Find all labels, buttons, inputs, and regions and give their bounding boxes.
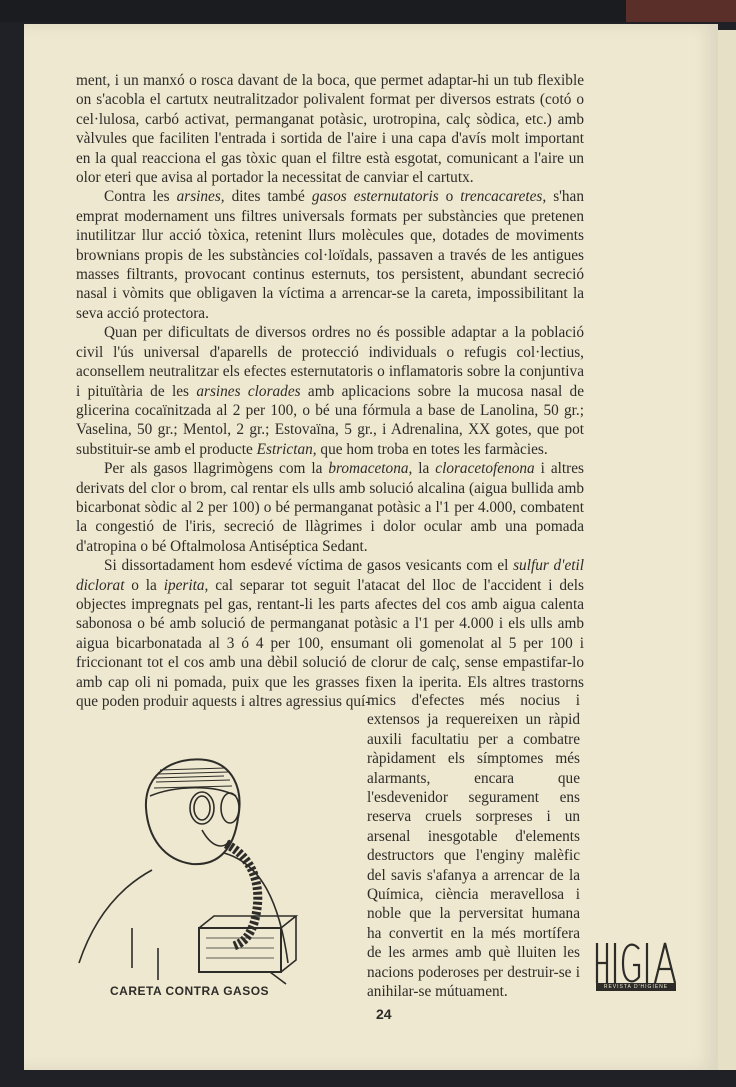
text-run: o la xyxy=(124,576,164,594)
cover-band xyxy=(626,0,736,22)
paragraph xyxy=(76,459,584,556)
paragraph xyxy=(76,187,584,323)
italic-term: sulfur d'etil diclorat xyxy=(76,557,584,594)
text-run: que hom troba en totes les farmàcies. xyxy=(316,440,548,458)
logo-subtitle: REVISTA D'HIGIENE xyxy=(596,983,676,991)
text-run: Si dissortadament hom esdevé víctima de gasos vesicants com el xyxy=(104,557,514,575)
paragraph xyxy=(76,71,584,187)
book-spine xyxy=(0,0,736,22)
paragraph xyxy=(76,323,584,459)
italic-term: bromacetona, xyxy=(328,460,413,478)
text-run: Per als gasos llagrimògens com la xyxy=(104,460,329,478)
side-paragraph: mics d'efectes més nocius i extensos ja requereixen un ràpid auxili facultatiu per a combatre ràpidament els símptomes més alarmants, encara que l'esdevenidor segurament ens reserva cruels sorpreses i un arsenal inesgotable d'elements destructors que l'enginy malèfic del savis s'afanya a arrencar de la Química, ciència meravellosa i noble que la perversitat humana ha convertit en la més mortífera de les armes amb què lluiten les nacions poderoses per destruir-se i anihilar-se mútuament. xyxy=(367,692,580,1001)
main-text-column xyxy=(76,71,584,711)
page-number: 24 xyxy=(376,1006,392,1022)
text-run: la xyxy=(412,460,436,478)
gas-mask-illustration xyxy=(74,748,304,986)
italic-term: arsines, xyxy=(176,188,225,206)
side-text-column xyxy=(367,691,580,1002)
italic-term: gasos esternutatoris xyxy=(311,188,439,206)
text-run: ment, i un manxó o rosca davant de la boca, que permet adaptar-hi un tub flexible on s'acobla el cartutx neutralitzador polivalent format per diversos estrats (cotó o cel·lulosa, carbó activat, permanganat potàsic, urotropina, calç sòdica, etc.) amb vàlvules que faciliten l'entrada i sortida de l'aire i una capa d'avís molt important en la qual reacciona el gas tòxic quan el filtre està esgotat, comunicant a l'aire un olor eteri que avisa al portador la necessitat de canviar el cartutx. xyxy=(76,72,584,187)
italic-term: cloracetofenona xyxy=(435,460,535,478)
text-run: s'han emprat modernament uns filtres universals formats per substàncies que pretenen inutilitzar llur acció tòxica, retenint llurs molècules que, dotades de moviments brownians propis de les substàncies col·loïdals, passaven a través de les antigues masses filtrants, provocant continus esternuts, tos persistent, abundant secreció nasal i vòmits que obligaven la víctima a arrencar-se la careta, impossibilitant la seva acció protectora. xyxy=(76,188,584,322)
italic-term: trencacaretes, xyxy=(460,188,547,206)
text-run: i altres derivats del clor o brom, cal rentar els ulls amb solució alcalina (aigua bullida amb bicarbonat sòdic al 2 per 100) o bé permanganat potàsic a l'1 per 4.000, combatent la congestió de l'iris, secreció de llàgrimes i dolor ocular amb una pomada d'atropina o bé Oftalmolosa Antiséptica Sedant. xyxy=(76,460,584,555)
text-run: Quan per dificultats de diversos ordres no és possible adaptar a la població civil l'ús universal d'aparells de protecció individuals o refugis col·lectius, aconsellem neutralitzar els efectes esternutatoris o inflamatoris sobre la conjuntiva i pituïtària de les xyxy=(76,324,584,400)
paragraph xyxy=(76,556,584,711)
figure-caption: CARETA CONTRA GASOS xyxy=(110,984,270,998)
text-run: amb aplicacions sobre la mucosa nasal de glicerina cocaïnitzada al 2 per 100, o bé una fórmula a base de Lanolina, 50 gr.; Vaselina, 50 gr.; Mentol, 2 gr.; Estovaïna, 5 gr., i Adrenalina, XX gotes, que pot substituir-se amb el producte xyxy=(76,382,584,458)
italic-term: arsines clorades xyxy=(196,382,301,400)
text-run: o xyxy=(438,188,461,206)
italic-term: Estrictan, xyxy=(256,440,317,458)
italic-term: iperita, xyxy=(163,576,209,594)
higia-logo xyxy=(593,936,677,990)
text-run: dites també xyxy=(224,188,312,206)
text-run: Contra les xyxy=(104,188,177,206)
text-run: cal separar tot seguit l'atacat del lloc de l'accident i dels objectes impregnats pel gas, rentant-li les parts afectes del cos amb aigua calenta sabonosa o bé amb solució de permanganat potàsic a l'1 per 4.000 i els ulls amb aigua bicarbonatada al 3 ó 4 per 100, ensumant oli gomenolat al 5 per 100 i friccionant tot el cos amb una dèbil solució de clorur de calç, sense empastifar-lo amb cap oli ni pomada, puix que les grasses fixen la iperita. Els altres trastorns que poden produir aquests i altres agressius quí- xyxy=(76,576,584,710)
